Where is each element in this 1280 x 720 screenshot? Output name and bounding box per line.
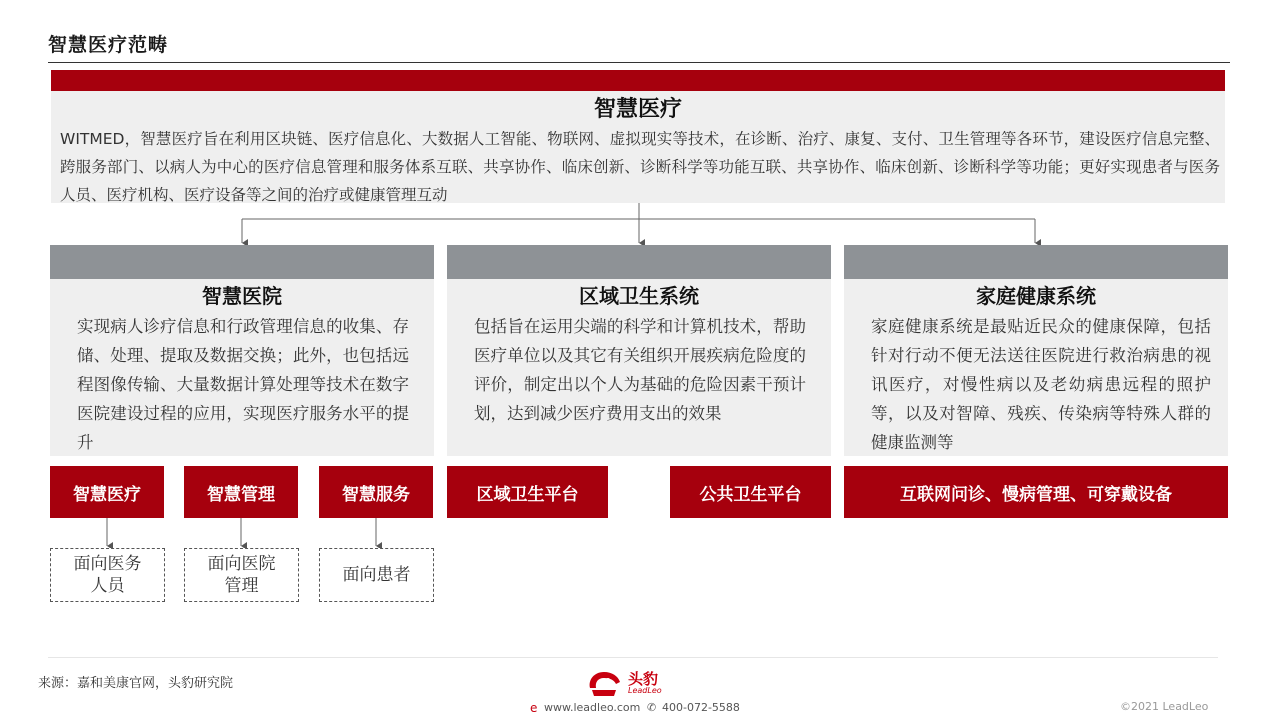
sub-item-smart-management: 智慧管理 [184,466,298,518]
sub-item-smart-service: 智慧服务 [319,466,433,518]
logo-subtext: LeadLeo [628,686,662,695]
regional-heading: 区域卫生系统 [579,284,699,308]
sub-item-home-services: 互联网问诊、慢病管理、可穿戴设备 [844,466,1228,518]
page-title: 智慧医疗范畴 [48,34,169,56]
phone-number: 400-072-5588 [662,701,740,714]
home-header-bar [844,245,1228,279]
logo-text: 头豹 [628,670,659,688]
sub-item-public-platform: 公共卫生平台 [670,466,831,518]
regional-description: 包括旨在运用尖端的科学和计算机技术，帮助医疗单位以及其它有关组织开展疾病危险度的评价，制定出以个人为基础的危险因素干预计划，达到减少医疗费用支出的效果 [474,317,806,423]
home-heading: 家庭健康系统 [976,284,1096,308]
source-note: 来源：嘉和美康官网，头豹研究院 [38,676,234,691]
sub-item-regional-platform: 区域卫生平台 [447,466,608,518]
top-panel-description: WITMED，智慧医疗旨在利用区块链、医疗信息化、大数据人工智能、物联网、虚拟现实等技术，在诊断、治疗、康复、支付、卫生管理等各环节，建设医疗信息完整、跨服务部门、以病人为中心的医疗信息管理和服务体系互联、共享协作、临床创新、诊断科学等功能互联、共享协作、临床创新、诊断科学等功能；更好实现患者与医务人员、医疗机构、医疗设备等之间的治疗或健康管理互动 [60,130,1220,204]
copyright: ©2021 LeadLeo [1120,700,1209,713]
sub-item-smart-medical: 智慧医疗 [50,466,164,518]
phone-icon: ✆ [647,701,657,714]
target-medical-staff: 面向医务人员 [50,548,165,602]
home-description: 家庭健康系统是最贴近民众的健康保障，包括针对行动不便无法送往医院进行救治病患的视讯医疗，对慢性病以及老幼病患远程的照护等，以及对智障、残疾、传染病等特殊人群的健康监测等 [871,317,1211,452]
hospital-description: 实现病人诊疗信息和行政管理信息的收集、存储、处理、提取及数据交换；此外，也包括远程图像传输、大量数据计算处理等技术在数字医院建设过程的应用，实现医疗服务水平的提升 [77,317,409,452]
target-hospital-management: 面向医院管理 [184,548,299,602]
hospital-heading: 智慧医院 [202,284,282,308]
top-panel-heading: 智慧医疗 [593,97,682,122]
hospital-header-bar [50,245,434,279]
target-patients: 面向患者 [319,548,434,602]
footer-divider [48,657,1218,658]
web-icon: e [530,701,538,715]
regional-header-bar [447,245,831,279]
website-link[interactable]: www.leadleo.com [544,701,641,714]
leopard-logo-icon [586,668,624,700]
